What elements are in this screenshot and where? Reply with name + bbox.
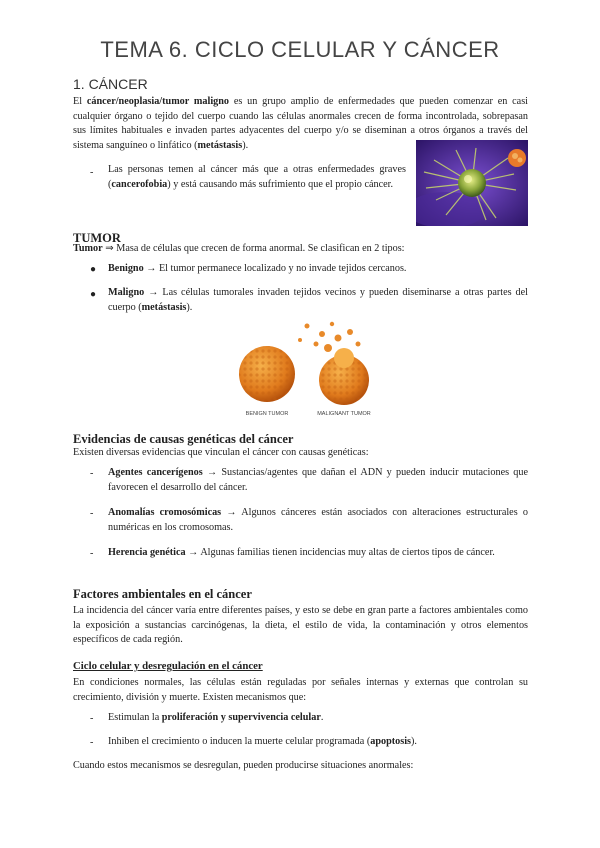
malignant-item: Maligno → Las células tumorales invaden tejidos vecinos y pueden diseminarse a otras partes del cuerpo (metástasis).	[108, 287, 528, 313]
intro-paragraph: El cáncer/neoplasia/tumor maligno es un grupo amplio de enfermedades que pueden comenzar en casi cualquier órgano o tejido del cuerpo cuando las células anormales crecen de forma incontrolada, sobrepasan sus límites habituales e invaden partes adyacentes del cuerpo y/o se diseminan a otros órganos a través del sistema sanguíneo o linfático (metástasis).	[73, 96, 529, 151]
genetic-heading: Evidencias de causas genéticas del cáncer	[73, 432, 294, 446]
dash-bullet: -	[90, 548, 94, 559]
dash-bullet: -	[90, 508, 94, 519]
genetic-item-heredity: Herencia genética → Algunas familias tienen incidencias muy altas de ciertos tipos de cáncer.	[108, 547, 495, 558]
genetic-intro: Existen diversas evidencias que vinculan el cáncer con causas genéticas:	[73, 447, 369, 458]
tumor-heading: TUMOR	[73, 231, 121, 245]
cycle-item-inhibit: Inhiben el crecimiento o inducen la muerte celular programada (apoptosis).	[108, 736, 417, 747]
dash-bullet: -	[90, 737, 94, 748]
tumor-illustration	[224, 318, 388, 420]
dash-bullet: -	[90, 468, 94, 479]
cycle-heading: Ciclo celular y desregulación en el cáncer	[73, 660, 263, 672]
genetic-item-agents: Agentes cancerígenos → Sustancias/agentes que dañan el ADN y pueden inducir mutaciones que favorecen el desarrollo del cáncer.	[108, 467, 528, 493]
environment-paragraph: La incidencia del cáncer varía entre diferentes países, y esto se debe en gran parte a factores ambientales como la exposición a sustancias carcinógenas, la dieta, el estilo de vida, la contaminación y otros elementos específicos de cada región.	[73, 605, 528, 645]
malignant-tumor-label: MALIGNANT TUMOR	[317, 411, 371, 417]
cycle-paragraph: En condiciones normales, las células están reguladas por señales internas y externas que controlan su crecimiento, división y muerte. Existen mecanismos que:	[73, 677, 528, 703]
benign-malignant-diagram	[224, 318, 388, 420]
page-title: TEMA 6. CICLO CELULAR Y CÁNCER	[100, 37, 500, 62]
section-heading-cancer: 1. CÁNCER	[73, 76, 148, 92]
dash-bullet: -	[90, 167, 94, 178]
benign-item: Benigno → El tumor permanece localizado y no invade tejidos cercanos.	[108, 263, 407, 274]
cancer-cell-illustration	[416, 140, 528, 226]
benign-tumor-label: BENIGN TUMOR	[245, 411, 289, 417]
tumor-definition: Tumor ⇒ Masa de células que crecen de forma anormal. Se clasifican en 2 tipos:	[73, 243, 405, 254]
dash-bullet: -	[90, 713, 94, 724]
cancer-cell-image	[416, 140, 528, 226]
dot-bullet: ●	[90, 289, 97, 300]
cycle-closing: Cuando estos mecanismos se desregulan, pueden producirse situaciones anormales:	[73, 760, 414, 771]
benign-tumor-graphic	[239, 346, 295, 402]
genetic-item-chromosomes: Anomalías cromosómicas → Algunos cánceres están asociados con alteraciones estructurales o numéricas en los cromosomas.	[108, 507, 528, 533]
cancerofobia-paragraph: Las personas temen al cáncer más que a otras enfermedades graves (cancerofobia) y está causando más sufrimiento que el propio cáncer.	[108, 164, 406, 190]
malignant-tumor-graphic	[298, 322, 369, 405]
cycle-item-stimulate: Estimulan la proliferación y supervivencia celular.	[108, 712, 324, 723]
dot-bullet: ●	[90, 264, 97, 275]
environment-heading: Factores ambientales en el cáncer	[73, 587, 252, 601]
